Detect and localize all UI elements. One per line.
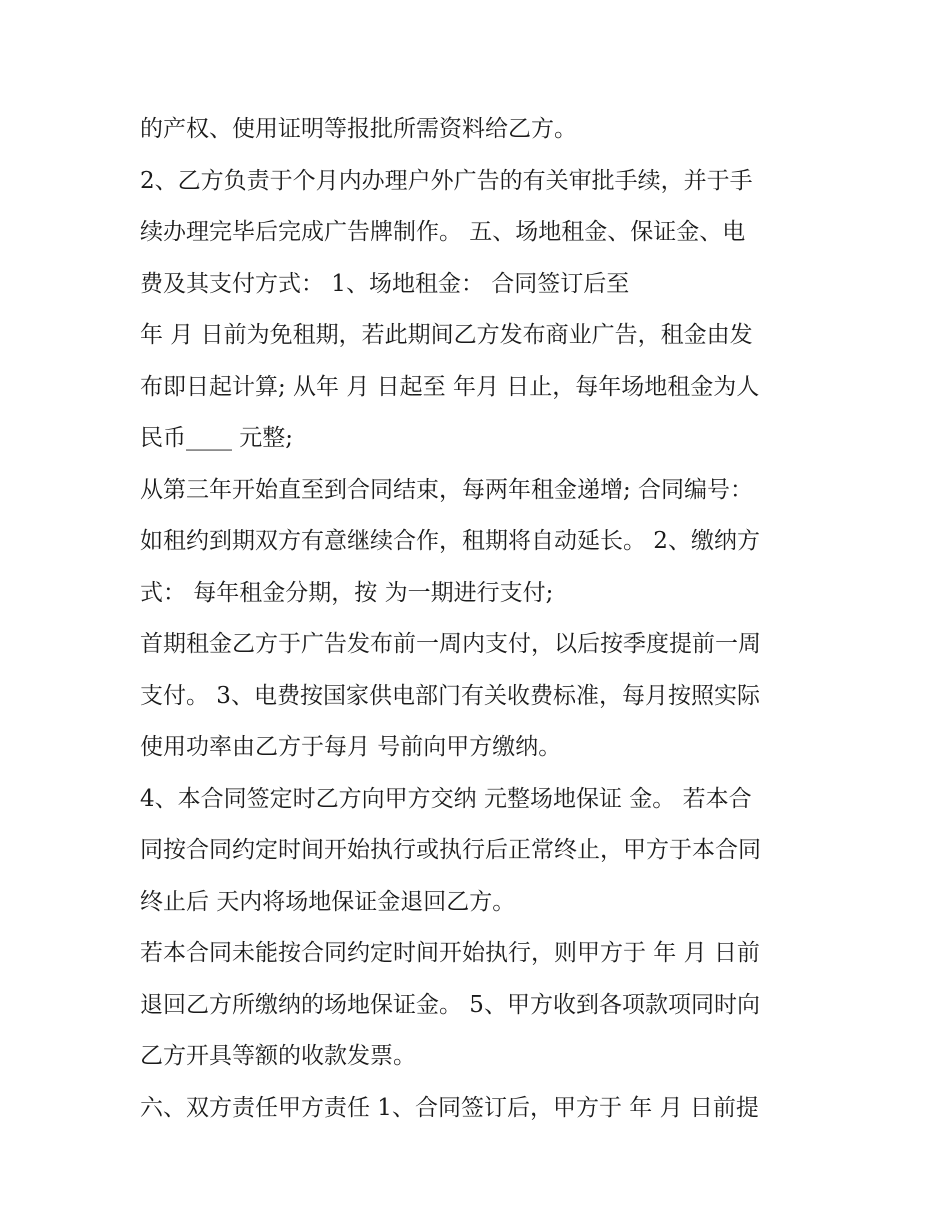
text-line: 使用功率由乙方于每月 号前向甲方缴纳。 [140, 734, 562, 760]
text-line: 终止后 天内将场地保证金退回乙方。 [140, 888, 516, 915]
text-line: 续办理完毕后完成广告牌制作。 五、场地租金、保证金、电 [140, 219, 746, 245]
text-line: 4、本合同签定时乙方向甲方交纳 元整场地保证 金。 若本合 [140, 785, 752, 812]
text-line: 支付。 3、电费按国家供电部门有关收费标准，每月按照实际 [140, 682, 760, 709]
text-line: 同按合同约定时间开始执行或执行后正常终止，甲方于本合同 [140, 837, 761, 863]
text-line: 六、双方责任甲方责任 1、合同签订后，甲方于 年 月 日前提 [140, 1094, 759, 1121]
text-line: 从第三年开始直至到合同结束，每两年租金递增; 合同编号： [140, 476, 754, 503]
text-line: 年 月 日前为免租期，若此期间乙方发布商业广告，租金由发 [140, 322, 753, 348]
text-line: 费及其支付方式： 1、场地租金： 合同签订后至 [140, 270, 630, 297]
text-line: 式： 每年租金分期，按 为一期进行支付; [140, 579, 554, 606]
text-line: 退回乙方所缴纳的场地保证金。 5、甲方收到各项款项同时向 [140, 991, 760, 1018]
text-line: 若本合同未能按合同约定时间开始执行，则甲方于 年 月 日前 [140, 940, 760, 966]
text-line: 首期租金乙方于广告发布前一周内支付，以后按季度提前一周 [140, 631, 761, 657]
text-line: 民币____ 元整; [140, 425, 294, 451]
text-line: 如租约到期双方有意继续合作，租期将自动延长。 2、缴纳方 [140, 528, 760, 554]
text-line: 2、乙方负责于个月内办理户外广告的有关审批手续，并于手 [140, 167, 753, 194]
text-line: 乙方开具等额的收款发票。 [140, 1043, 416, 1069]
contract-text [140, 104, 830, 1134]
text-line: 的产权、使用证明等报批所需资料给乙方。 [140, 116, 577, 142]
text-line: 布即日起计算; 从年 月 日起至 年月 日止，每年场地租金为人 [140, 373, 760, 400]
